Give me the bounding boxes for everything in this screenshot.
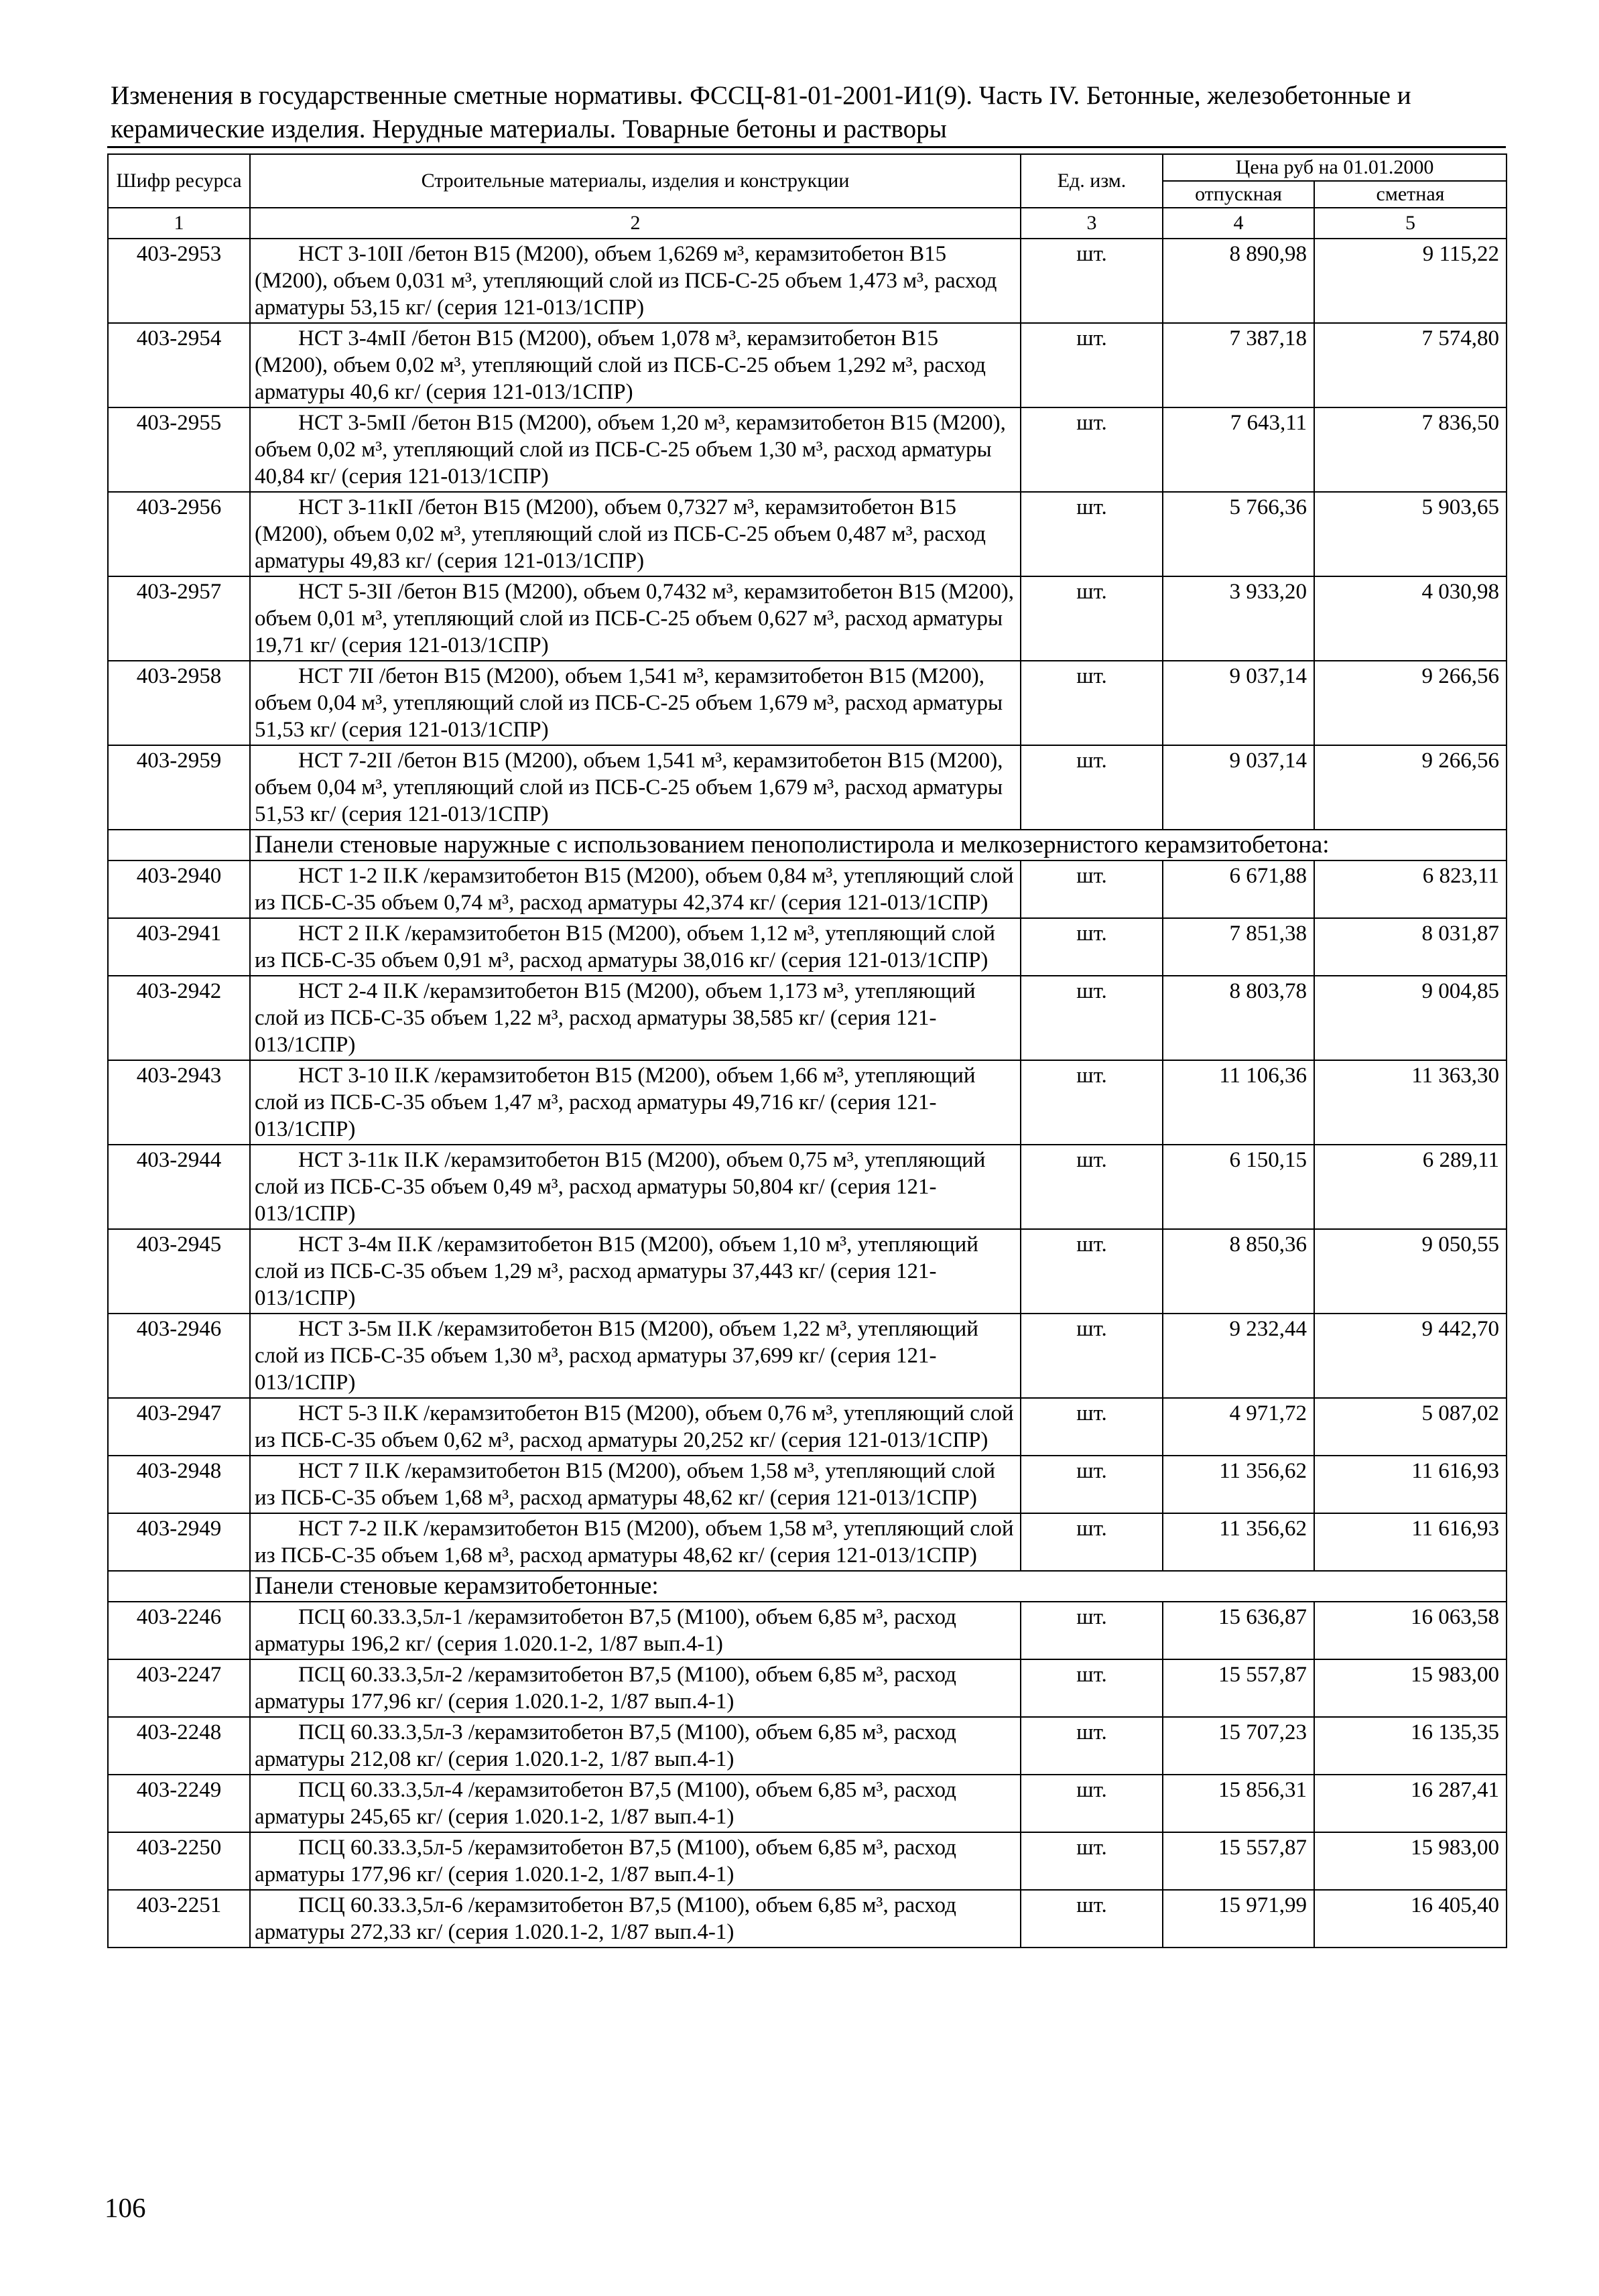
resource-code: 403-2945 bbox=[108, 1229, 250, 1314]
resource-code: 403-2949 bbox=[108, 1513, 250, 1571]
table-row bbox=[108, 1890, 1507, 1948]
unit-of-measure: шт. bbox=[1021, 407, 1163, 492]
estimate-price: 7 836,50 bbox=[1314, 407, 1507, 492]
unit-of-measure: шт. bbox=[1021, 1060, 1163, 1145]
table-row bbox=[108, 1060, 1507, 1145]
resource-code: 403-2247 bbox=[108, 1659, 250, 1717]
resource-code: 403-2954 bbox=[108, 323, 250, 407]
estimate-price: 15 983,00 bbox=[1314, 1832, 1507, 1890]
document-header bbox=[111, 79, 1505, 146]
unit-of-measure: шт. bbox=[1021, 1314, 1163, 1398]
estimate-price: 9 266,56 bbox=[1314, 661, 1507, 745]
material-description: ПСЦ 60.33.3,5л-1 /керамзитобетон В7,5 (М100), объем 6,85 м³, расход арматуры 196,2 кг/ (серия 1.020.1-2, 1/87 вып.4-1) bbox=[250, 1602, 1021, 1659]
section-header-row bbox=[108, 1571, 1507, 1602]
release-price: 9 232,44 bbox=[1163, 1314, 1314, 1398]
column-number-row bbox=[108, 208, 1507, 239]
estimate-price: 16 287,41 bbox=[1314, 1775, 1507, 1832]
release-price: 11 356,62 bbox=[1163, 1513, 1314, 1571]
table-row bbox=[108, 1775, 1507, 1832]
table-row bbox=[108, 239, 1507, 323]
resource-code: 403-2944 bbox=[108, 1145, 250, 1229]
material-description: НСТ 2-4 II.К /керамзитобетон В15 (М200), объем 1,173 м³, утепляющий слой из ПСБ-С-35 объем 1,22 м³, расход арматуры 38,585 кг/ (серия 121-013/1СПР) bbox=[250, 976, 1021, 1060]
header-rule bbox=[107, 146, 1506, 148]
estimate-price: 9 266,56 bbox=[1314, 745, 1507, 830]
material-description: ПСЦ 60.33.3,5л-4 /керамзитобетон В7,5 (М100), объем 6,85 м³, расход арматуры 245,65 кг/ (серия 1.020.1-2, 1/87 вып.4-1) bbox=[250, 1775, 1021, 1832]
header-release: отпускная bbox=[1163, 181, 1314, 208]
release-price: 5 766,36 bbox=[1163, 492, 1314, 576]
resource-code: 403-2250 bbox=[108, 1832, 250, 1890]
release-price: 3 933,20 bbox=[1163, 576, 1314, 661]
estimate-price: 11 363,30 bbox=[1314, 1060, 1507, 1145]
table-row bbox=[108, 1229, 1507, 1314]
material-description: НСТ 2 II.К /керамзитобетон В15 (М200), объем 1,12 м³, утепляющий слой из ПСБ-С-35 объем 0,91 м³, расход арматуры 38,016 кг/ (серия 121-013/1СПР) bbox=[250, 918, 1021, 976]
header-estimate: сметная bbox=[1314, 181, 1507, 208]
resource-code: 403-2251 bbox=[108, 1890, 250, 1948]
estimate-price: 9 442,70 bbox=[1314, 1314, 1507, 1398]
unit-of-measure: шт. bbox=[1021, 1456, 1163, 1513]
resource-code: 403-2956 bbox=[108, 492, 250, 576]
resource-code: 403-2946 bbox=[108, 1314, 250, 1398]
section-empty-cell bbox=[108, 1571, 250, 1602]
unit-of-measure: шт. bbox=[1021, 239, 1163, 323]
table-row bbox=[108, 1314, 1507, 1398]
resource-code: 403-2955 bbox=[108, 407, 250, 492]
material-description: НСТ 3-10 II.К /керамзитобетон В15 (М200), объем 1,66 м³, утепляющий слой из ПСБ-С-35 объем 1,47 м³, расход арматуры 49,716 кг/ (серия 121-013/1СПР) bbox=[250, 1060, 1021, 1145]
material-description: ПСЦ 60.33.3,5л-6 /керамзитобетон В7,5 (М100), объем 6,85 м³, расход арматуры 272,33 кг/ (серия 1.020.1-2, 1/87 вып.4-1) bbox=[250, 1890, 1021, 1948]
resource-code: 403-2959 bbox=[108, 745, 250, 830]
table-row bbox=[108, 860, 1507, 918]
release-price: 11 356,62 bbox=[1163, 1456, 1314, 1513]
header-code: Шифр ресурса bbox=[108, 154, 250, 208]
unit-of-measure: шт. bbox=[1021, 1775, 1163, 1832]
header-price: Цена руб на 01.01.2000 bbox=[1163, 154, 1507, 181]
resource-code: 403-2957 bbox=[108, 576, 250, 661]
material-description: НСТ 7-2 II.К /керамзитобетон В15 (М200), объем 1,58 м³, утепляющий слой из ПСБ-С-35 объем 1,68 м³, расход арматуры 48,62 кг/ (серия 121-013/1СПР) bbox=[250, 1513, 1021, 1571]
unit-of-measure: шт. bbox=[1021, 1717, 1163, 1775]
page-number: 106 bbox=[105, 2192, 146, 2223]
column-number: 5 bbox=[1314, 208, 1507, 239]
material-description: ПСЦ 60.33.3,5л-5 /керамзитобетон В7,5 (М100), объем 6,85 м³, расход арматуры 177,96 кг/ (серия 1.020.1-2, 1/87 вып.4-1) bbox=[250, 1832, 1021, 1890]
material-description: НСТ 3-4м II.К /керамзитобетон В15 (М200), объем 1,10 м³, утепляющий слой из ПСБ-С-35 объем 1,29 м³, расход арматуры 37,443 кг/ (серия 121-013/1СПР) bbox=[250, 1229, 1021, 1314]
column-number: 3 bbox=[1021, 208, 1163, 239]
header-name: Строительные материалы, изделия и конструкции bbox=[250, 154, 1021, 208]
table-row bbox=[108, 661, 1507, 745]
column-number: 4 bbox=[1163, 208, 1314, 239]
release-price: 6 671,88 bbox=[1163, 860, 1314, 918]
estimate-price: 5 087,02 bbox=[1314, 1398, 1507, 1456]
material-description: НСТ 5-3 II.К /керамзитобетон В15 (М200), объем 0,76 м³, утепляющий слой из ПСБ-С-35 объем 0,62 м³, расход арматуры 20,252 кг/ (серия 121-013/1СПР) bbox=[250, 1398, 1021, 1456]
estimate-price: 9 050,55 bbox=[1314, 1229, 1507, 1314]
estimate-price: 5 903,65 bbox=[1314, 492, 1507, 576]
unit-of-measure: шт. bbox=[1021, 1832, 1163, 1890]
header-unit: Ед. изм. bbox=[1021, 154, 1163, 208]
unit-of-measure: шт. bbox=[1021, 1659, 1163, 1717]
unit-of-measure: шт. bbox=[1021, 860, 1163, 918]
unit-of-measure: шт. bbox=[1021, 576, 1163, 661]
unit-of-measure: шт. bbox=[1021, 745, 1163, 830]
unit-of-measure: шт. bbox=[1021, 323, 1163, 407]
table-row bbox=[108, 407, 1507, 492]
section-title: Панели стеновые наружные с использованием пенополистирола и мелкозернистого керамзитобетона: bbox=[250, 830, 1507, 860]
release-price: 6 150,15 bbox=[1163, 1145, 1314, 1229]
release-price: 15 636,87 bbox=[1163, 1602, 1314, 1659]
estimate-price: 16 405,40 bbox=[1314, 1890, 1507, 1948]
estimate-price: 8 031,87 bbox=[1314, 918, 1507, 976]
estimate-price: 6 289,11 bbox=[1314, 1145, 1507, 1229]
release-price: 4 971,72 bbox=[1163, 1398, 1314, 1456]
material-description: НСТ 3-10II /бетон В15 (М200), объем 1,6269 м³, керамзитобетон В15 (М200), объем 0,031 м³, утепляющий слой из ПСБ-С-25 объем 1,473 м³, расход арматуры 53,15 кг/ (серия 121-013/1СПР) bbox=[250, 239, 1021, 323]
table-row bbox=[108, 576, 1507, 661]
estimate-price: 4 030,98 bbox=[1314, 576, 1507, 661]
release-price: 15 856,31 bbox=[1163, 1775, 1314, 1832]
release-price: 7 851,38 bbox=[1163, 918, 1314, 976]
material-description: НСТ 3-4мII /бетон В15 (М200), объем 1,078 м³, керамзитобетон В15 (М200), объем 0,02 м³, утепляющий слой из ПСБ-С-25 объем 1,292 м³, расход арматуры 40,6 кг/ (серия 121-013/1СПР) bbox=[250, 323, 1021, 407]
resource-code: 403-2958 bbox=[108, 661, 250, 745]
resource-code: 403-2953 bbox=[108, 239, 250, 323]
release-price: 7 387,18 bbox=[1163, 323, 1314, 407]
section-empty-cell bbox=[108, 830, 250, 860]
unit-of-measure: шт. bbox=[1021, 1229, 1163, 1314]
release-price: 15 707,23 bbox=[1163, 1717, 1314, 1775]
table-row bbox=[108, 1456, 1507, 1513]
material-description: НСТ 3-5мII /бетон В15 (М200), объем 1,20 м³, керамзитобетон В15 (М200), объем 0,02 м³, утепляющий слой из ПСБ-С-25 объем 1,30 м³, расход арматуры 40,84 кг/ (серия 121-013/1СПР) bbox=[250, 407, 1021, 492]
table-row bbox=[108, 918, 1507, 976]
table-row bbox=[108, 323, 1507, 407]
release-price: 11 106,36 bbox=[1163, 1060, 1314, 1145]
resource-code: 403-2948 bbox=[108, 1456, 250, 1513]
unit-of-measure: шт. bbox=[1021, 1398, 1163, 1456]
table-row bbox=[108, 1717, 1507, 1775]
estimate-price: 16 135,35 bbox=[1314, 1717, 1507, 1775]
section-header-row bbox=[108, 830, 1507, 860]
unit-of-measure: шт. bbox=[1021, 976, 1163, 1060]
header-line-1: Изменения в государственные сметные нормативы. ФССЦ-81-01-2001-И1(9). Часть IV. Бетонные, железобетонные и bbox=[111, 81, 1411, 110]
material-description: НСТ 1-2 II.К /керамзитобетон В15 (М200), объем 0,84 м³, утепляющий слой из ПСБ-С-35 объем 0,74 м³, расход арматуры 42,374 кг/ (серия 121-013/1СПР) bbox=[250, 860, 1021, 918]
material-description: НСТ 3-5м II.К /керамзитобетон В15 (М200), объем 1,22 м³, утепляющий слой из ПСБ-С-35 объем 1,30 м³, расход арматуры 37,699 кг/ (серия 121-013/1СПР) bbox=[250, 1314, 1021, 1398]
material-description: НСТ 7II /бетон В15 (М200), объем 1,541 м³, керамзитобетон В15 (М200), объем 0,04 м³, утепляющий слой из ПСБ-С-25 объем 1,679 м³, расход арматуры 51,53 кг/ (серия 121-013/1СПР) bbox=[250, 661, 1021, 745]
resource-code: 403-2947 bbox=[108, 1398, 250, 1456]
material-description: НСТ 3-11к II.К /керамзитобетон В15 (М200), объем 0,75 м³, утепляющий слой из ПСБ-С-35 объем 0,49 м³, расход арматуры 50,804 кг/ (серия 121-013/1СПР) bbox=[250, 1145, 1021, 1229]
table-row bbox=[108, 1513, 1507, 1571]
resource-code: 403-2942 bbox=[108, 976, 250, 1060]
resource-code: 403-2941 bbox=[108, 918, 250, 976]
estimate-price: 16 063,58 bbox=[1314, 1602, 1507, 1659]
resource-code: 403-2248 bbox=[108, 1717, 250, 1775]
estimate-price: 6 823,11 bbox=[1314, 860, 1507, 918]
resource-code: 403-2249 bbox=[108, 1775, 250, 1832]
table-row bbox=[108, 1145, 1507, 1229]
release-price: 7 643,11 bbox=[1163, 407, 1314, 492]
release-price: 8 890,98 bbox=[1163, 239, 1314, 323]
estimate-price: 11 616,93 bbox=[1314, 1456, 1507, 1513]
table-row bbox=[108, 492, 1507, 576]
material-description: НСТ 5-3II /бетон В15 (М200), объем 0,7432 м³, керамзитобетон В15 (М200), объем 0,01 м³, утепляющий слой из ПСБ-С-25 объем 0,627 м³, расход арматуры 19,71 кг/ (серия 121-013/1СПР) bbox=[250, 576, 1021, 661]
resource-code: 403-2940 bbox=[108, 860, 250, 918]
unit-of-measure: шт. bbox=[1021, 1145, 1163, 1229]
release-price: 15 971,99 bbox=[1163, 1890, 1314, 1948]
table-row bbox=[108, 745, 1507, 830]
resource-code: 403-2943 bbox=[108, 1060, 250, 1145]
table-row bbox=[108, 1602, 1507, 1659]
release-price: 9 037,14 bbox=[1163, 661, 1314, 745]
header-line-2: керамические изделия. Нерудные материалы. Товарные бетоны и растворы bbox=[111, 115, 947, 143]
unit-of-measure: шт. bbox=[1021, 1602, 1163, 1659]
estimate-price: 15 983,00 bbox=[1314, 1659, 1507, 1717]
material-description: НСТ 7-2II /бетон В15 (М200), объем 1,541 м³, керамзитобетон В15 (М200), объем 0,04 м³, утепляющий слой из ПСБ-С-25 объем 1,679 м³, расход арматуры 51,53 кг/ (серия 121-013/1СПР) bbox=[250, 745, 1021, 830]
table-row bbox=[108, 1398, 1507, 1456]
column-number: 2 bbox=[250, 208, 1021, 239]
resource-code: 403-2246 bbox=[108, 1602, 250, 1659]
estimate-price: 9 115,22 bbox=[1314, 239, 1507, 323]
material-description: ПСЦ 60.33.3,5л-3 /керамзитобетон В7,5 (М100), объем 6,85 м³, расход арматуры 212,08 кг/ (серия 1.020.1-2, 1/87 вып.4-1) bbox=[250, 1717, 1021, 1775]
unit-of-measure: шт. bbox=[1021, 918, 1163, 976]
material-description: НСТ 7 II.К /керамзитобетон В15 (М200), объем 1,58 м³, утепляющий слой из ПСБ-С-35 объем 1,68 м³, расход арматуры 48,62 кг/ (серия 121-013/1СПР) bbox=[250, 1456, 1021, 1513]
estimate-price: 11 616,93 bbox=[1314, 1513, 1507, 1571]
estimate-price: 7 574,80 bbox=[1314, 323, 1507, 407]
unit-of-measure: шт. bbox=[1021, 661, 1163, 745]
table-row bbox=[108, 1659, 1507, 1717]
price-table bbox=[107, 153, 1507, 1948]
estimate-price: 9 004,85 bbox=[1314, 976, 1507, 1060]
release-price: 9 037,14 bbox=[1163, 745, 1314, 830]
table-row bbox=[108, 1832, 1507, 1890]
unit-of-measure: шт. bbox=[1021, 1890, 1163, 1948]
table-row bbox=[108, 976, 1507, 1060]
release-price: 8 850,36 bbox=[1163, 1229, 1314, 1314]
unit-of-measure: шт. bbox=[1021, 1513, 1163, 1571]
release-price: 15 557,87 bbox=[1163, 1832, 1314, 1890]
material-description: НСТ 3-11кII /бетон В15 (М200), объем 0,7327 м³, керамзитобетон В15 (М200), объем 0,02 м³, утепляющий слой из ПСБ-С-25 объем 0,487 м³, расход арматуры 49,83 кг/ (серия 121-013/1СПР) bbox=[250, 492, 1021, 576]
material-description: ПСЦ 60.33.3,5л-2 /керамзитобетон В7,5 (М100), объем 6,85 м³, расход арматуры 177,96 кг/ (серия 1.020.1-2, 1/87 вып.4-1) bbox=[250, 1659, 1021, 1717]
section-title: Панели стеновые керамзитобетонные: bbox=[250, 1571, 1507, 1602]
release-price: 15 557,87 bbox=[1163, 1659, 1314, 1717]
release-price: 8 803,78 bbox=[1163, 976, 1314, 1060]
unit-of-measure: шт. bbox=[1021, 492, 1163, 576]
column-number: 1 bbox=[108, 208, 250, 239]
table-body bbox=[108, 239, 1507, 1948]
